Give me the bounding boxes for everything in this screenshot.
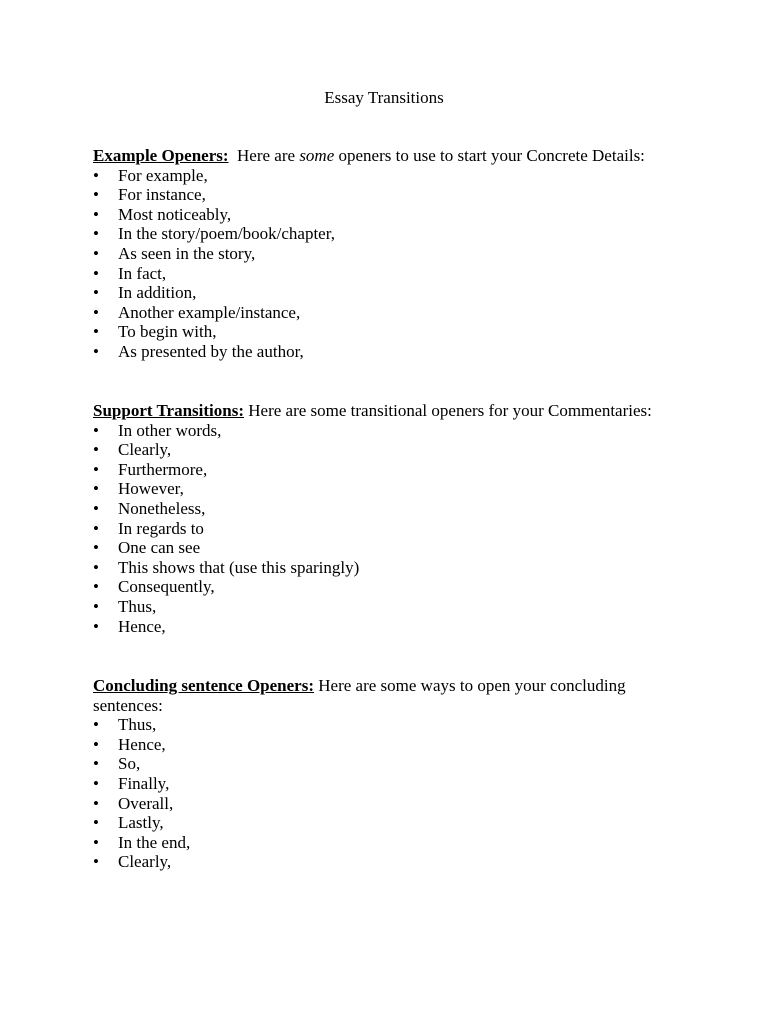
section-heading: Concluding sentence Openers: (93, 676, 314, 695)
list-item (93, 244, 663, 264)
bullet-icon: • (93, 341, 99, 361)
list-item-text: In the end, (118, 832, 191, 852)
list-item (93, 479, 663, 499)
bullet-icon: • (93, 754, 99, 774)
list-item (93, 499, 663, 519)
section-intro (93, 676, 663, 715)
bullet-icon: • (93, 518, 99, 538)
bullet-icon: • (93, 793, 99, 813)
list-item-text: This shows that (use this sparingly) (118, 557, 360, 577)
bullet-icon: • (93, 832, 99, 852)
section-intro-text: Here are some transitional openers for your Commentaries: (244, 401, 652, 420)
bullet-list (93, 166, 663, 362)
bullet-icon: • (93, 734, 99, 754)
section-example-openers (93, 146, 663, 362)
list-item (93, 735, 663, 755)
list-item-text: Nonetheless, (118, 498, 206, 518)
section-intro-text: openers to use to start your Concrete Details: (334, 146, 645, 165)
bullet-icon: • (93, 577, 99, 597)
bullet-icon: • (93, 498, 99, 518)
list-item-text: In regards to (118, 518, 204, 538)
list-item-text: For instance, (118, 185, 206, 205)
bullet-icon: • (93, 557, 99, 577)
bullet-icon: • (93, 440, 99, 460)
list-item-text: In the story/poem/book/chapter, (118, 224, 335, 244)
list-item (93, 224, 663, 244)
list-item-text: As seen in the story, (118, 243, 256, 263)
list-item (93, 421, 663, 441)
bullet-list (93, 421, 663, 637)
list-item-text: Hence, (118, 616, 166, 636)
bullet-icon: • (93, 322, 99, 342)
section-intro-text: Here are (228, 146, 300, 165)
list-item-text: Hence, (118, 734, 166, 754)
list-item-text: As presented by the author, (118, 341, 304, 361)
list-item (93, 774, 663, 794)
list-item-text: Thus, (118, 596, 157, 616)
section-intro (93, 401, 663, 421)
list-item-text: Most noticeably, (118, 204, 232, 224)
bullet-icon: • (93, 616, 99, 636)
section-intro-text: Here are some ways to open your concluding sentences: (93, 676, 626, 715)
document-title: Essay Transitions (324, 88, 444, 107)
bullet-icon: • (93, 538, 99, 558)
bullet-icon: • (93, 263, 99, 283)
section-support-transitions (93, 401, 663, 636)
list-item-text: Clearly, (118, 852, 172, 872)
bullet-icon: • (93, 243, 99, 263)
list-item (93, 185, 663, 205)
list-item (93, 813, 663, 833)
list-item-text: Lastly, (118, 813, 164, 833)
list-item (93, 833, 663, 853)
bullet-icon: • (93, 459, 99, 479)
list-item-text: Furthermore, (118, 459, 208, 479)
list-item (93, 852, 663, 872)
section-intro-emphasis: some (299, 146, 335, 165)
section-intro (93, 146, 663, 166)
list-item (93, 794, 663, 814)
bullet-icon: • (93, 715, 99, 735)
section-concluding-openers (93, 676, 663, 872)
bullet-icon: • (93, 813, 99, 833)
list-item-text: To begin with, (118, 322, 217, 342)
list-item (93, 715, 663, 735)
bullet-icon: • (93, 852, 99, 872)
bullet-icon: • (93, 479, 99, 499)
list-item-text: In fact, (118, 263, 167, 283)
list-item (93, 342, 663, 362)
list-item-text: For example, (118, 165, 208, 185)
list-item (93, 440, 663, 460)
bullet-icon: • (93, 420, 99, 440)
list-item (93, 205, 663, 225)
list-item-text: In other words, (118, 420, 222, 440)
list-item-text: Another example/instance, (118, 302, 301, 322)
list-item (93, 558, 663, 578)
bullet-icon: • (93, 165, 99, 185)
list-item (93, 754, 663, 774)
list-item (93, 322, 663, 342)
list-item-text: One can see (118, 538, 201, 558)
bullet-icon: • (93, 204, 99, 224)
list-item (93, 303, 663, 323)
list-item (93, 617, 663, 637)
bullet-icon: • (93, 224, 99, 244)
list-item (93, 577, 663, 597)
list-item-text: Thus, (118, 715, 157, 735)
list-item (93, 264, 663, 284)
bullet-icon: • (93, 302, 99, 322)
list-item (93, 538, 663, 558)
section-heading: Example Openers: (93, 146, 229, 165)
list-item-text: So, (118, 754, 141, 774)
list-item-text: Overall, (118, 793, 174, 813)
list-item-text: In addition, (118, 283, 197, 303)
bullet-list (93, 715, 663, 872)
section-heading: Support Transitions: (93, 401, 244, 420)
bullet-icon: • (93, 185, 99, 205)
list-item (93, 283, 663, 303)
bullet-icon: • (93, 773, 99, 793)
bullet-icon: • (93, 596, 99, 616)
list-item-text: However, (118, 479, 184, 499)
list-item (93, 519, 663, 539)
bullet-icon: • (93, 283, 99, 303)
list-item (93, 166, 663, 186)
list-item-text: Clearly, (118, 440, 172, 460)
list-item (93, 597, 663, 617)
list-item-text: Finally, (118, 773, 170, 793)
list-item (93, 460, 663, 480)
list-item-text: Consequently, (118, 577, 215, 597)
